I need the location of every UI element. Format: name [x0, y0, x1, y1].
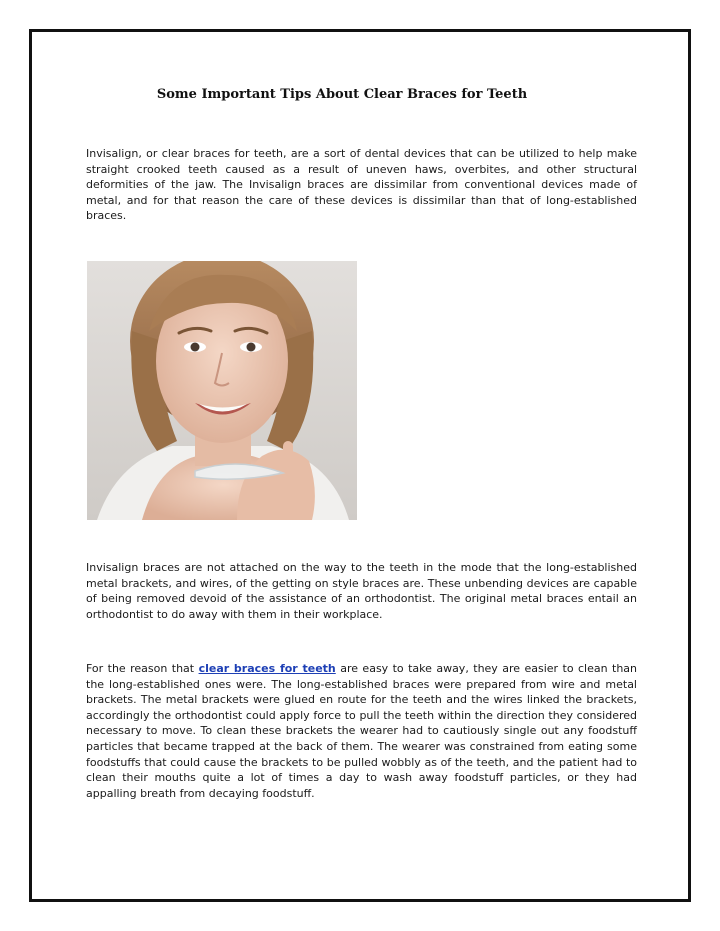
paragraph-cleaning: [86, 661, 637, 801]
woman-with-aligner-photo: [87, 261, 357, 520]
paragraph-intro: Invisalign, or clear braces for teeth, are a sort of dental devices that can be utilized to help make straight crooked teeth caused as a result of uneven haws, overbites, and other structural deformities of the jaw. The Invisalign braces are dissimilar from conventional devices made of metal, and for that reason the care of these devices is dissimilar than that of long-established braces.: [86, 147, 637, 223]
paragraph-cleaning-rest: are easy to take away, they are easier to clean than the long-established ones were. The long-established braces were prepared from wire and metal brackets. The metal brackets were glued en route for the teeth and the wires linked the brackets, accordingly the orthodontist could apply force to pull the teeth within the direction they considered necessary to move. To clean these brackets the wearer had to cautiously single out any foodstuff particles that became trapped at the back of them. The wearer was constrained from eating some foodstuffs that could cause the brackets to be pulled wobbly as of the teeth, and the patient had to clean their mouths quite a lot of times a day to wash away foodstuff particles, or they had appalling breath from decaying foodstuff.: [86, 662, 638, 800]
paragraph-removable: Invisalign braces are not attached on the way to the teeth in the mode that the long-established metal brackets, and wires, of the getting on style braces are. These unbending devices are capable of being removed devoid of the assistance of an orthodontist. The original metal braces entail an orthodontist to do away with them in their workplace.: [86, 561, 637, 621]
paragraph-cleaning-lead: For the reason that: [86, 662, 199, 675]
document-title: Some Important Tips About Clear Braces for Teeth: [156, 87, 528, 102]
clear-braces-link[interactable]: clear braces for teeth: [198, 662, 336, 675]
document-page: [29, 29, 691, 902]
